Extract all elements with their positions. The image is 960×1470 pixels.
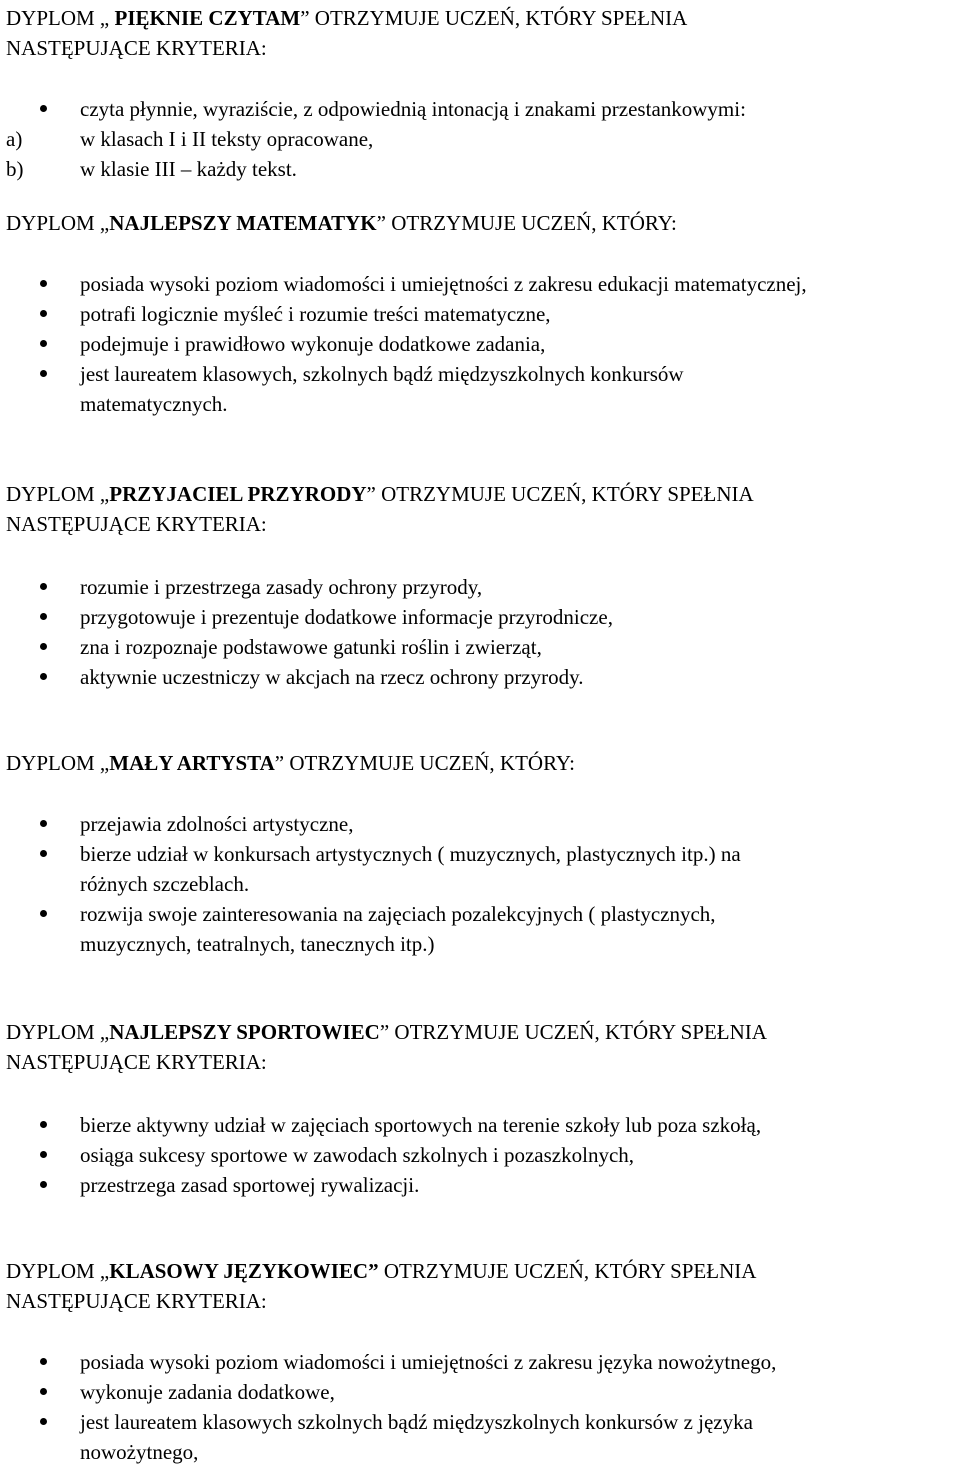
bullet-icon	[40, 1358, 47, 1365]
item-text: aktywnie uczestniczy w akcjach na rzecz ochrony przyrody.	[80, 665, 584, 689]
heading-prefix: DYPLOM „	[6, 751, 110, 775]
list-item	[0, 1347, 960, 1377]
item-text-continuation: matematycznych.	[80, 392, 228, 416]
diploma-name: PRZYJACIEL PRZYRODY	[109, 482, 367, 506]
bullet-icon	[40, 673, 47, 680]
bullet-icon	[40, 583, 47, 590]
section-heading	[6, 748, 960, 778]
section-pieknie-czytam	[0, 3, 960, 184]
heading-suffix: OTRZYMUJE UCZEŃ, KTÓRY SPEŁNIA	[378, 1259, 757, 1283]
section-heading	[6, 3, 960, 33]
heading-suffix: ” OTRZYMUJE UCZEŃ, KTÓRY:	[274, 751, 576, 775]
list-item	[0, 359, 960, 419]
section-heading	[6, 1017, 960, 1047]
diploma-name: NAJLEPSZY MATEMATYK	[109, 211, 377, 235]
item-text: czyta płynnie, wyraziście, z odpowiednią intonacją i znakami przestankowymi:	[80, 97, 746, 121]
section-heading-line2	[6, 509, 960, 539]
item-text-continuation: nowożytnego,	[80, 1440, 199, 1464]
item-text: osiąga sukcesy sportowe w zawodach szkolnych i pozaszkolnych,	[80, 1143, 635, 1167]
heading-suffix: ” OTRZYMUJE UCZEŃ, KTÓRY SPEŁNIA	[379, 1020, 767, 1044]
item-text: jest laureatem klasowych, szkolnych bądź międzyszkolnych konkursów	[80, 362, 684, 386]
item-text: przejawia zdolności artystyczne,	[80, 812, 354, 836]
criteria-list	[0, 572, 960, 692]
item-text: przestrzega zasad sportowej rywalizacji.	[80, 1173, 420, 1197]
section-heading-line2	[6, 1047, 960, 1077]
section-maly-artysta	[0, 748, 960, 959]
bullet-icon	[40, 850, 47, 857]
heading-prefix: DYPLOM „	[6, 482, 110, 506]
section-heading-line2	[6, 33, 960, 63]
bullet-icon	[40, 1181, 47, 1188]
bullet-icon	[40, 340, 47, 347]
section-najlepszy-sportowiec	[0, 1017, 960, 1200]
heading-prefix: DYPLOM „	[6, 6, 115, 30]
bullet-icon	[40, 613, 47, 620]
list-item	[0, 839, 960, 899]
item-text: posiada wysoki poziom wiadomości i umiejętności z zakresu edukacji matematycznej,	[80, 272, 807, 296]
bullet-icon	[40, 105, 47, 112]
list-item	[0, 1377, 960, 1407]
item-text-continuation: muzycznych, teatralnych, tanecznych itp.)	[80, 932, 435, 956]
diploma-name: NAJLEPSZY SPORTOWIEC	[109, 1020, 380, 1044]
heading-line2-text: NASTĘPUJĄCE KRYTERIA:	[6, 1050, 267, 1074]
list-item	[0, 1110, 960, 1140]
heading-line2-text: NASTĘPUJĄCE KRYTERIA:	[6, 512, 267, 536]
criteria-list	[0, 1110, 960, 1200]
criteria-list	[0, 269, 960, 419]
list-item	[0, 299, 960, 329]
list-item	[0, 94, 960, 124]
sub-item-text: w klasie III – każdy tekst.	[80, 157, 297, 181]
list-item	[0, 662, 960, 692]
section-heading	[6, 479, 960, 509]
heading-prefix: DYPLOM „	[6, 1020, 110, 1044]
list-item	[0, 572, 960, 602]
diploma-name: KLASOWY JĘZYKOWIEC”	[109, 1259, 379, 1283]
section-heading-line2	[6, 1286, 960, 1316]
heading-suffix: ” OTRZYMUJE UCZEŃ, KTÓRY SPEŁNIA	[300, 6, 688, 30]
bullet-icon	[40, 643, 47, 650]
bullet-icon	[40, 370, 47, 377]
item-text: przygotowuje i prezentuje dodatkowe informacje przyrodnicze,	[80, 605, 613, 629]
criteria-list	[0, 809, 960, 959]
sub-item	[0, 124, 960, 154]
bullet-icon	[40, 1388, 47, 1395]
list-item	[0, 809, 960, 839]
bullet-icon	[40, 280, 47, 287]
bullet-icon	[40, 1418, 47, 1425]
item-text: wykonuje zadania dodatkowe,	[80, 1380, 335, 1404]
list-item	[0, 632, 960, 662]
section-klasowy-jezykowiec	[0, 1256, 960, 1467]
list-item	[0, 269, 960, 299]
bullet-icon	[40, 1121, 47, 1128]
list-item	[0, 602, 960, 632]
section-heading	[6, 208, 960, 238]
item-text: rozumie i przestrzega zasady ochrony przyrody,	[80, 575, 483, 599]
list-item	[0, 1170, 960, 1200]
list-item	[0, 1407, 960, 1467]
criteria-list	[0, 1347, 960, 1467]
section-najlepszy-matematyk	[0, 208, 960, 419]
item-text: zna i rozpoznaje podstawowe gatunki roślin i zwierząt,	[80, 635, 542, 659]
heading-suffix: ” OTRZYMUJE UCZEŃ, KTÓRY:	[376, 211, 677, 235]
list-item	[0, 329, 960, 359]
sub-item-marker: a)	[6, 127, 23, 151]
bullet-icon	[40, 310, 47, 317]
list-item	[0, 899, 960, 959]
item-text: jest laureatem klasowych szkolnych bądź międzyszkolnych konkursów z języka	[80, 1410, 753, 1434]
sub-item-marker: b)	[6, 157, 24, 181]
diploma-name: MAŁY ARTYSTA	[109, 751, 275, 775]
item-text: bierze aktywny udział w zajęciach sportowych na terenie szkoły lub poza szkołą,	[80, 1113, 762, 1137]
diploma-name: PIĘKNIE CZYTAM	[114, 6, 301, 30]
heading-suffix: ” OTRZYMUJE UCZEŃ, KTÓRY SPEŁNIA	[366, 482, 754, 506]
item-text: bierze udział w konkursach artystycznych ( muzycznych, plastycznych itp.) na	[80, 842, 741, 866]
bullet-icon	[40, 1151, 47, 1158]
item-text: posiada wysoki poziom wiadomości i umiejętności z zakresu języka nowożytnego,	[80, 1350, 777, 1374]
section-heading	[6, 1256, 960, 1286]
heading-prefix: DYPLOM „	[6, 211, 110, 235]
bullet-icon	[40, 820, 47, 827]
bullet-icon	[40, 910, 47, 917]
heading-line2-text: NASTĘPUJĄCE KRYTERIA:	[6, 36, 267, 60]
list-item	[0, 1140, 960, 1170]
sub-item	[0, 154, 960, 184]
item-text: rozwija swoje zainteresowania na zajęciach pozalekcyjnych ( plastycznych,	[80, 902, 716, 926]
sub-item-text: w klasach I i II teksty opracowane,	[80, 127, 374, 151]
criteria-list	[0, 94, 960, 124]
heading-prefix: DYPLOM „	[6, 1259, 110, 1283]
heading-line2-text: NASTĘPUJĄCE KRYTERIA:	[6, 1289, 267, 1313]
item-text-continuation: różnych szczeblach.	[80, 872, 250, 896]
item-text: potrafi logicznie myśleć i rozumie treści matematyczne,	[80, 302, 551, 326]
item-text: podejmuje i prawidłowo wykonuje dodatkowe zadania,	[80, 332, 546, 356]
section-przyjaciel-przyrody	[0, 479, 960, 692]
